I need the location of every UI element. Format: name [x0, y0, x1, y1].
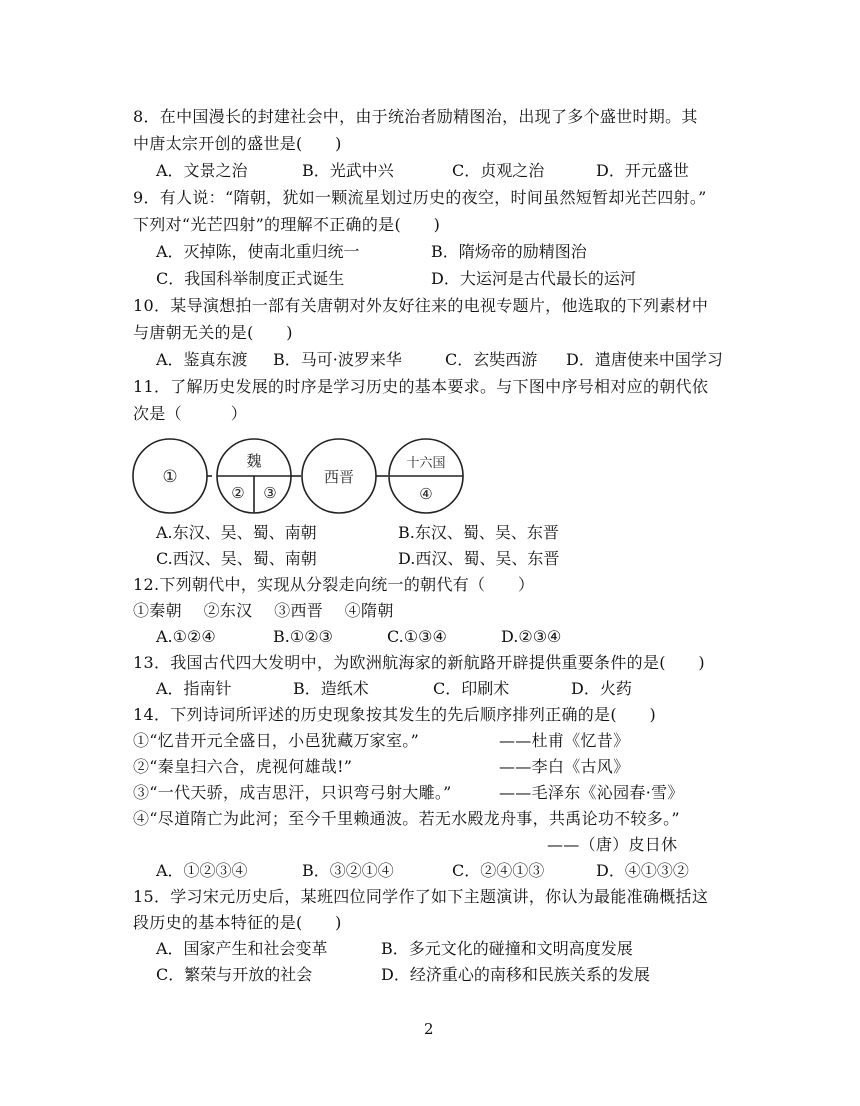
q14-poem-3-source: ——毛泽东《沁园春·雪》: [499, 783, 684, 802]
q14-option-b: B．③②①④: [302, 861, 394, 880]
q9-option-b: B．隋炀帝的励精图治: [431, 242, 587, 261]
q8-option-c: C．贞观之治: [452, 161, 545, 180]
q8-option-a: A．文景之治: [156, 161, 248, 180]
q13-option-c: C．印刷术: [433, 679, 510, 698]
q13-option-a: A．指南针: [156, 679, 232, 698]
q15-option-a: A．国家产生和社会变革: [156, 939, 328, 958]
q13-option-b: B．造纸术: [293, 679, 369, 698]
q12-stem-line1: 12.下列朝代中，实现从分裂走向统一的朝代有（ ）: [133, 575, 535, 594]
q9-stem-line2: 下列对“光芒四射”的理解不正确的是( ): [133, 215, 441, 234]
q10-option-a: A．鉴真东渡: [156, 350, 248, 369]
q8-stem-line1: 8．在中国漫长的封建社会中，由于统治者励精图治，出现了多个盛世时期。其: [133, 107, 698, 126]
q13-stem-line1: 13．我国古代四大发明中，为欧洲航海家的新航路开辟提供重要条件的是( ): [133, 653, 705, 672]
q14-poem-1-source: ——杜甫《忆昔》: [499, 731, 630, 750]
q11-stem-line2: 次是（ ）: [133, 404, 248, 423]
q14-option-c: C．②④①③: [452, 861, 545, 880]
q14-poem-4: ④“尽道隋亡为此河；至今千里赖通波。若无水殿龙舟事，共禹论功不较多。”: [133, 809, 680, 828]
q15-stem-line2: 段历史的基本特征的是( ): [133, 913, 342, 932]
q8-option-d: D．开元盛世: [596, 161, 689, 180]
q9-option-c: C．我国科举制度正式诞生: [156, 269, 345, 288]
dynasty-sequence-diagram: [128, 436, 468, 516]
q14-option-d: D．④①③②: [596, 861, 689, 880]
q15-option-d: D．经济重心的南移和民族关系的发展: [381, 965, 650, 984]
q11-option-b: B.东汉、蜀、吴、东晋: [398, 523, 559, 542]
circle4-top-label: 十六国: [406, 456, 446, 471]
q10-option-d: D．遣唐使来中国学习: [566, 350, 723, 369]
q15-stem-line1: 15．学习宋元历史后，某班四位同学作了如下主题演讲，你认为最能准确概括这: [133, 887, 709, 906]
q8-option-b: B．光武中兴: [302, 161, 394, 180]
q14-poem-3: ③“一代天骄，成吉思汗，只识弯弓射大雕。”: [133, 783, 452, 802]
q10-option-b: B．马可·波罗来华: [273, 350, 402, 369]
q8-stem-line2: 中唐太宗开创的盛世是( ): [133, 134, 342, 153]
q14-poem-4-source: ——（唐）皮日休: [547, 835, 678, 854]
q10-stem-line2: 与唐朝无关的是( ): [133, 323, 293, 342]
q9-stem-line1: 9．有人说：“隋朝，犹如一颗流星划过历史的夜空，时间虽然短暂却光芒四射。”: [133, 188, 707, 207]
q14-option-a: A．①②③④: [156, 861, 248, 880]
page-number: 2: [424, 1020, 434, 1038]
q12-option-a: A.①②④: [156, 627, 216, 646]
circle4-bottom-label: ④: [419, 485, 433, 503]
circle2-left-label: ②: [231, 484, 245, 502]
q9-option-d: D．大运河是古代最长的运河: [431, 269, 636, 288]
circle1-label: ①: [162, 467, 178, 487]
q11-stem-line1: 11．了解历史发展的时序是学习历史的基本要求。与下图中序号相对应的朝代依: [133, 377, 709, 396]
q10-option-c: C．玄奘西游: [445, 350, 538, 369]
q11-option-d: D.西汉、蜀、吴、东晋: [398, 549, 560, 568]
q15-option-c: C．繁荣与开放的社会: [156, 965, 313, 984]
q12-option-c: C.①③④: [387, 627, 447, 646]
q14-poem-2: ②“秦皇扫六合，虎视何雄哉!”: [133, 757, 353, 776]
q15-option-b: B．多元文化的碰撞和文明高度发展: [381, 939, 633, 958]
q9-option-a: A．灭掉陈，使南北重归统一: [156, 242, 360, 261]
circle2-top-label: 魏: [246, 452, 262, 470]
q12-option-d: D.②③④: [501, 627, 562, 646]
q14-poem-2-source: ——李白《古风》: [499, 757, 630, 776]
q11-option-c: C.西汉、吴、蜀、南朝: [156, 549, 317, 568]
q10-stem-line1: 10．某导演想拍一部有关唐朝对外友好往来的电视专题片，他选取的下列素材中: [133, 296, 709, 315]
circle3-label: 西晋: [323, 468, 355, 486]
q14-poem-1: ①“忆昔开元全盛日，小邑犹藏万家室。”: [133, 731, 420, 750]
circle2-right-label: ③: [263, 484, 277, 502]
q13-option-d: D．火药: [571, 679, 632, 698]
q12-items: ①秦朝 ②东汉 ③西晋 ④隋朝: [133, 601, 394, 620]
q12-option-b: B.①②③: [273, 627, 333, 646]
q11-option-a: A.东汉、吴、蜀、南朝: [156, 523, 317, 542]
q14-stem-line1: 14．下列诗词所评述的历史现象按其发生的先后顺序排列正确的是( ): [133, 705, 657, 724]
